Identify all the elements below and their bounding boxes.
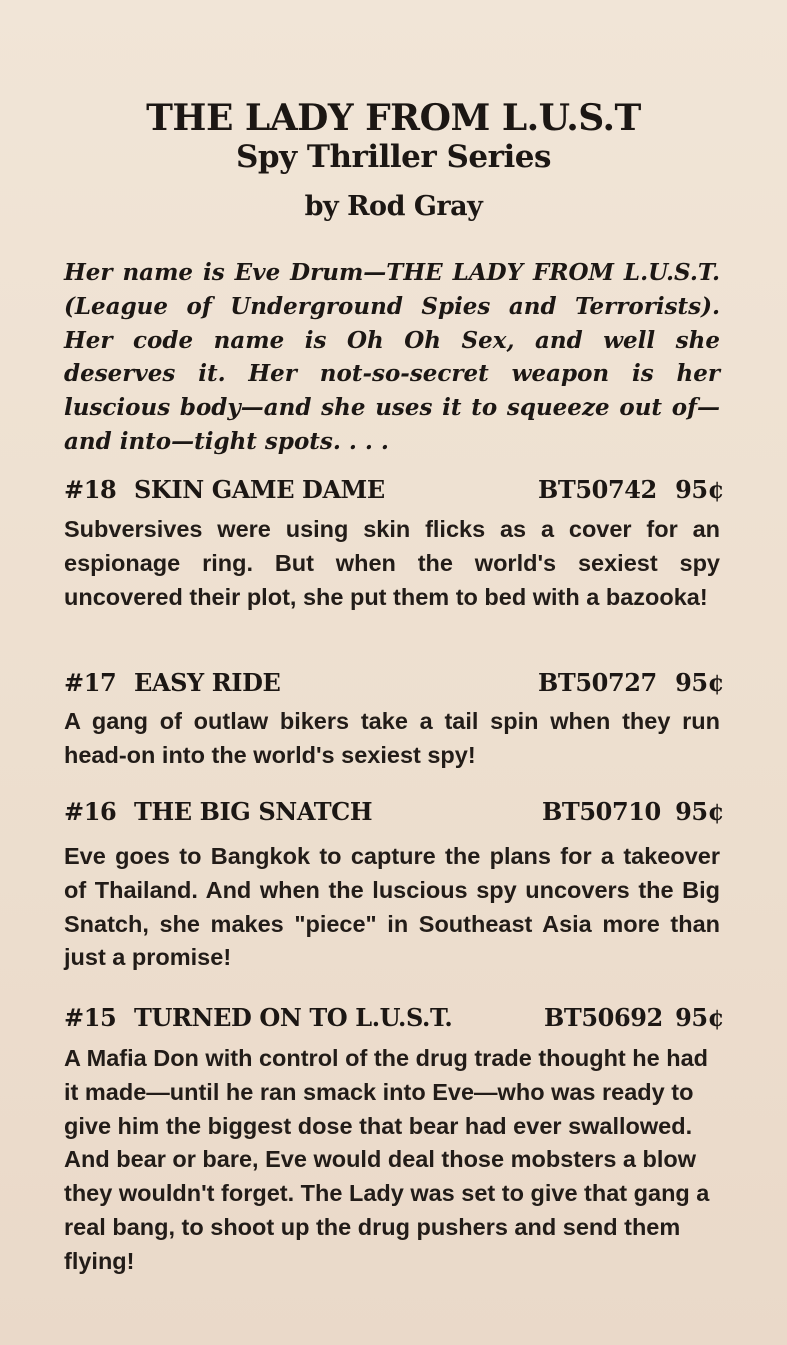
book-title: THE BIG SNATCH xyxy=(134,797,373,826)
book-number: #18 xyxy=(64,475,117,504)
book-code: BT50692 xyxy=(544,1003,663,1032)
series-intro: Her name is Eve Drum—THE LADY FROM L.U.S.T. (League of Underground Spies and Terrorists). Her code name is Oh Oh Sex, and well she deserves it. Her not-so-secret weapon is her luscious body—and she uses it to squeeze out of—and into—tight spots. . . . xyxy=(64,259,720,455)
book-title: SKIN GAME DAME xyxy=(134,475,385,504)
author-byline: by Rod Gray xyxy=(304,191,483,222)
book-description: A Mafia Don with control of the drug trade thought he had it made—until he ran smack into Eve—who was ready to give him the biggest dose that bear had ever swallowed. And bear or bare, Eve would deal those mobsters a blow they wouldn't forget. The Lady was set to give that gang a real bang, to shoot up the drug pushers and send them flying! xyxy=(64,1045,710,1274)
book-description: A gang of outlaw bikers take a tail spin when they run head-on into the world's sexiest spy! xyxy=(64,708,720,768)
page-title: THE LADY FROM L.U.S.T xyxy=(146,97,641,139)
book-title: EASY RIDE xyxy=(134,668,281,697)
book-number: #15 xyxy=(64,1003,117,1032)
book-code: BT50727 xyxy=(538,668,657,697)
series-subtitle: Spy Thriller Series xyxy=(236,139,551,175)
book-code: BT50710 xyxy=(542,797,661,826)
book-code: BT50742 xyxy=(538,475,657,504)
book-price: 95¢ xyxy=(675,475,724,504)
book-title: TURNED ON TO L.U.S.T. xyxy=(134,1003,453,1032)
book-price: 95¢ xyxy=(675,1003,724,1032)
book-price: 95¢ xyxy=(675,668,724,697)
book-number: #16 xyxy=(64,797,117,826)
book-price: 95¢ xyxy=(675,797,724,826)
book-number: #17 xyxy=(64,668,117,697)
book-description: Eve goes to Bangkok to capture the plans for a takeover of Thailand. And when the luscious spy uncovers the Big Snatch, she makes "piece" in Southeast Asia more than just a promise! xyxy=(64,843,720,971)
book-description: Subversives were using skin flicks as a cover for an espionage ring. But when the world's sexiest spy uncovered their plot, she put them to bed with a bazooka! xyxy=(64,516,720,610)
